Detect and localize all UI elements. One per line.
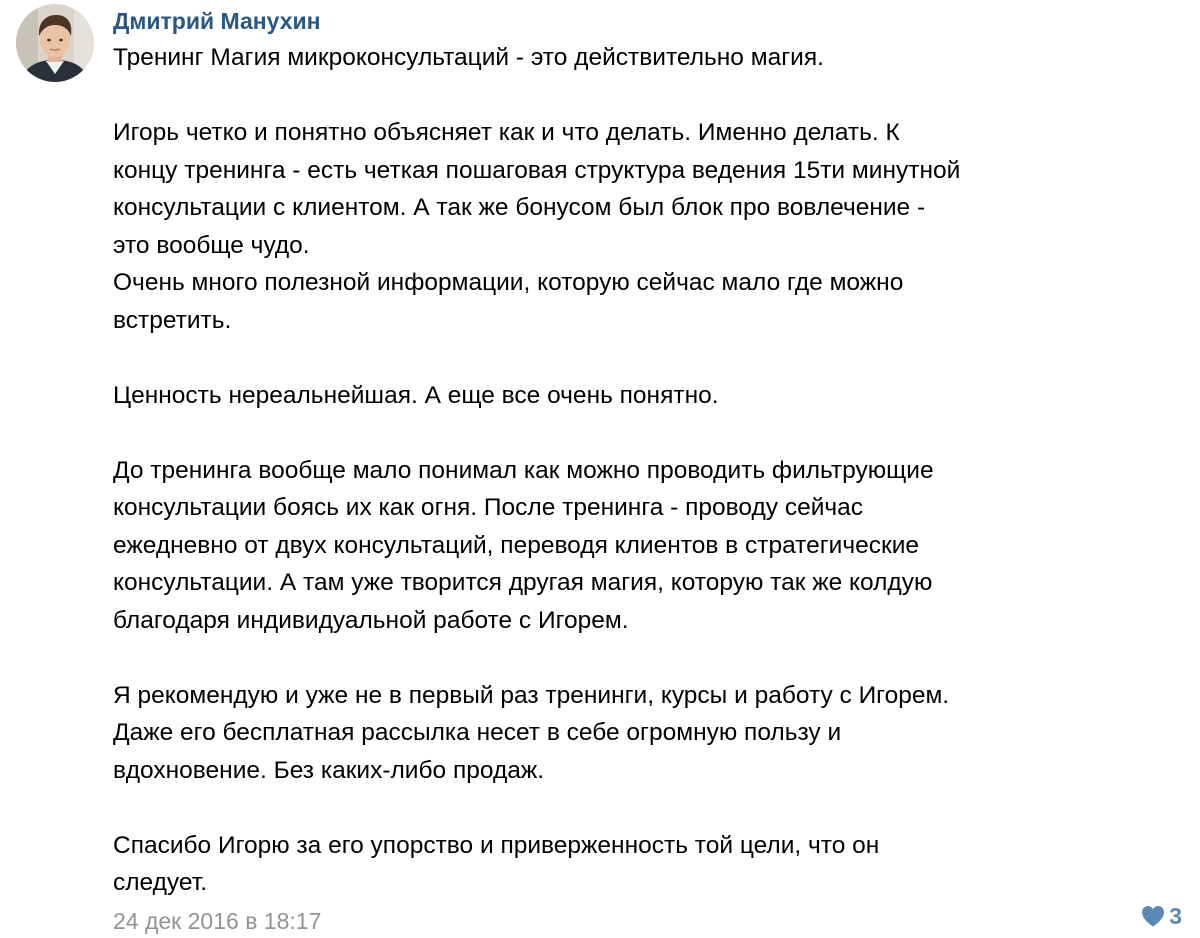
comment-text-line: консультации с клиентом. А так же бонусом был блок про вовлечение - (113, 194, 926, 221)
comment-paragraph (113, 677, 1163, 790)
author-avatar[interactable] (16, 4, 94, 82)
comment-text-line: ежедневно от двух консультаций, переводя клиентов в стратегические (113, 531, 920, 559)
comment-timestamp[interactable]: 24 дек 2016 в 18:17 (113, 908, 322, 934)
comment-text-line: Тренинг Магия микроконсультаций - это действительно магия. (113, 44, 824, 71)
comment-text-line: Очень много полезной информации, которую сейчас мало где можно (113, 269, 904, 296)
comment-text-line: встретить. (113, 306, 232, 334)
comment-text (113, 39, 1163, 902)
comment-paragraph (113, 377, 1163, 415)
comment-text-line: это вообще чудо. (113, 231, 310, 259)
comment-text-line: благодаря индивидуальной работе с Игорем. (113, 606, 629, 634)
comment-text-line: консультации. А там уже творится другая магия, которую так же колдую (113, 569, 933, 596)
heart-icon (1140, 904, 1166, 928)
comment-text-line: вдохновение. Без каких-либо продаж. (113, 756, 545, 784)
comment-text-line: До тренинга вообще мало понимал как можно проводить фильтрующие (113, 456, 934, 484)
comment-paragraph (113, 827, 1163, 902)
comment-text-line: Я рекомендую и уже не в первый раз тренинги, курсы и работу с Игорем. (113, 681, 950, 709)
comment-text-line: концу тренинга - есть четкая пошаговая структура ведения 15ти минутной (113, 156, 961, 184)
comment-text-line: следует. (113, 869, 208, 896)
like-button[interactable] (1140, 899, 1182, 933)
author-name[interactable]: Дмитрий Манухин (113, 8, 321, 34)
comment-text-line: консультации боясь их как огня. После тренинга - проводу сейчас (113, 494, 864, 521)
comment-text-line: Игорь четко и понятно объясняет как и что делать. Именно делать. К (113, 119, 900, 146)
like-count: 3 (1169, 903, 1182, 929)
comment-paragraph (113, 114, 1163, 339)
comment-text-line: Даже его бесплатная рассылка несет в себе огромную пользу и (113, 719, 842, 746)
comment-text-line: Спасибо Игорю за его упорство и приверженность той цели, что он (113, 831, 880, 859)
comment-paragraph (113, 452, 1163, 640)
comment-paragraph (113, 39, 1163, 77)
comment-text-line: Ценность нереальнейшая. А еще все очень понятно. (113, 381, 719, 409)
avatar-image (16, 4, 94, 82)
